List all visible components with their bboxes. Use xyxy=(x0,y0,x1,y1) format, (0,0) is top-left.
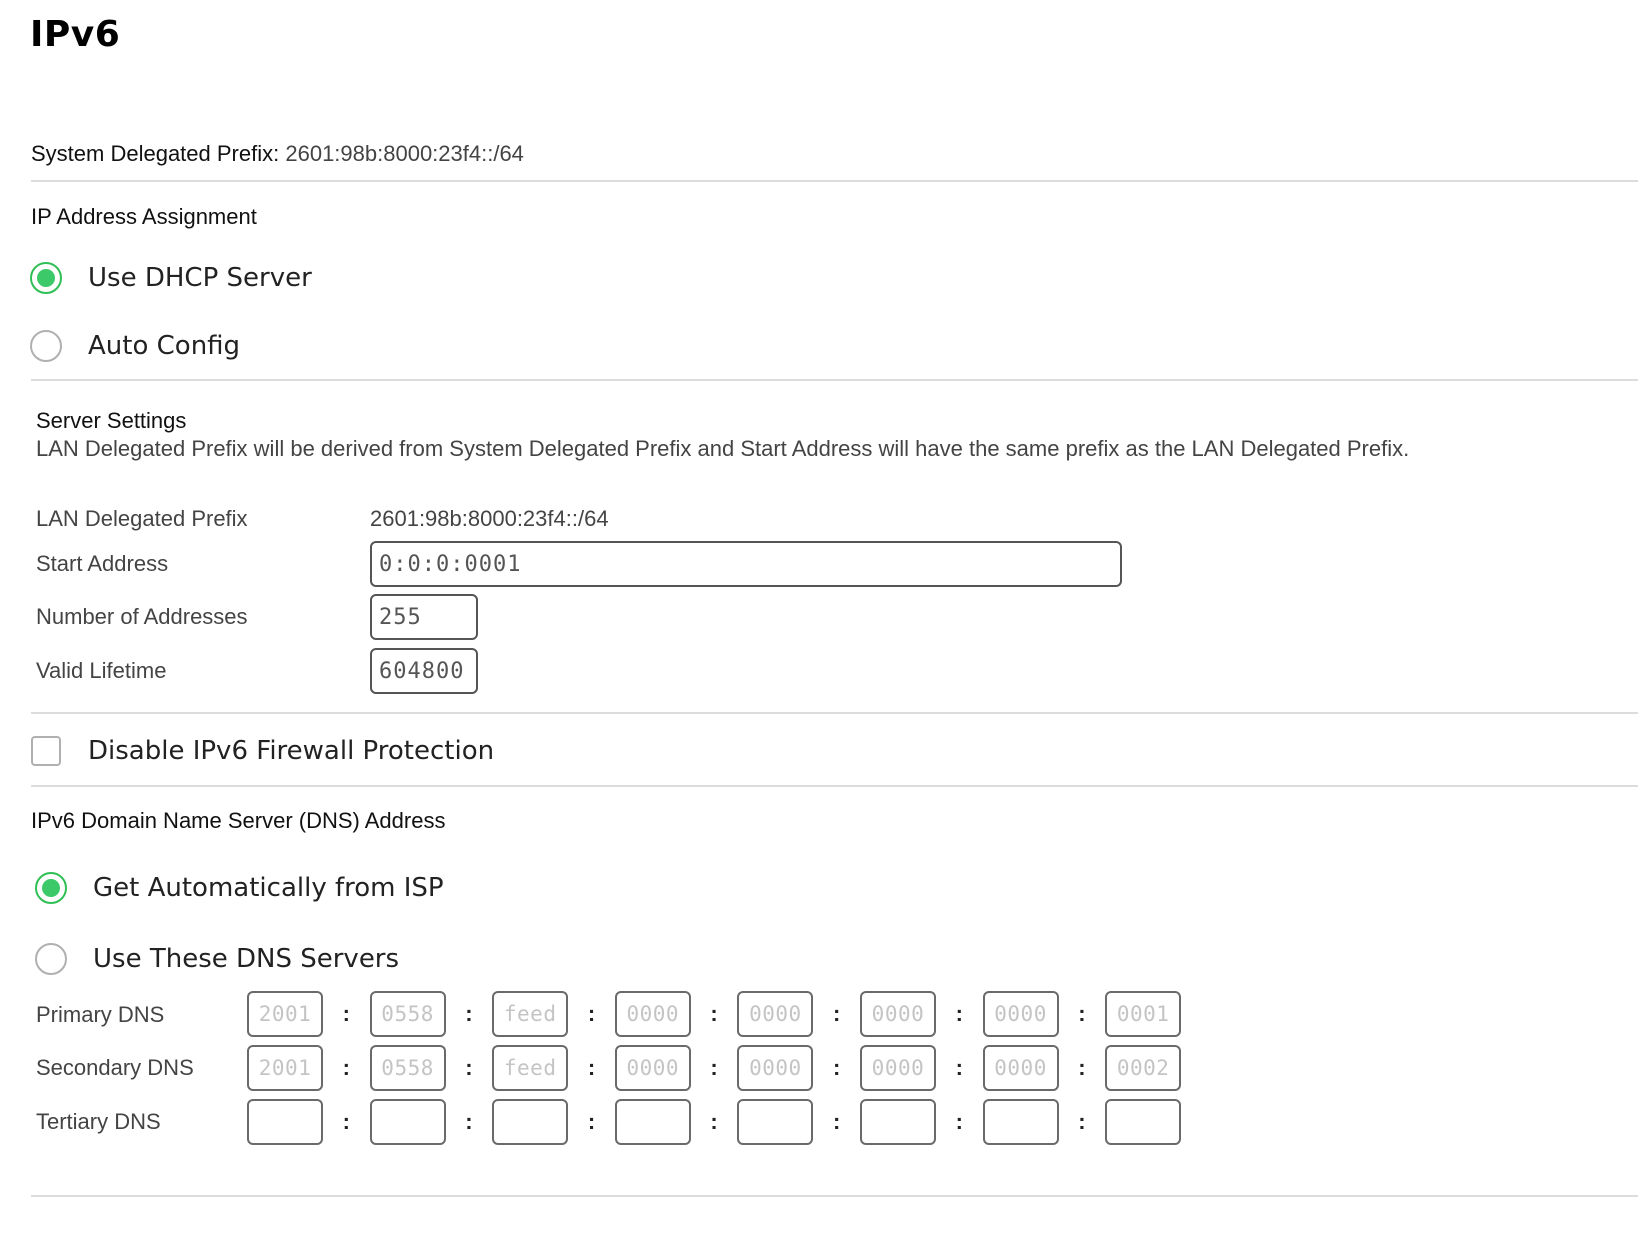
disable-firewall-checkbox-row[interactable] xyxy=(31,736,494,766)
dns-separator: : xyxy=(587,1001,596,1026)
dns-title: IPv6 Domain Name Server (DNS) Address xyxy=(31,808,446,833)
ip-assignment-title: IP Address Assignment xyxy=(31,204,257,229)
primary-dns-seg-7[interactable]: 0000 xyxy=(983,991,1059,1037)
secondary-dns-seg-8[interactable]: 0002 xyxy=(1105,1045,1181,1091)
primary-dns-seg-4[interactable]: 0000 xyxy=(615,991,691,1037)
tertiary-dns-seg-6[interactable] xyxy=(860,1099,936,1145)
tertiary-dns-seg-2[interactable] xyxy=(370,1099,446,1145)
dns-separator: : xyxy=(342,1001,350,1026)
lan-delegated-prefix-label: LAN Delegated Prefix xyxy=(36,506,248,531)
dns-separator: : xyxy=(955,1001,963,1026)
dns-separator: : xyxy=(1078,1055,1086,1080)
server-settings-title: Server Settings xyxy=(36,408,187,433)
lan-delegated-prefix-value: 2601:98b:8000:23f4::/64 xyxy=(370,506,609,531)
secondary-dns-seg-6[interactable]: 0000 xyxy=(860,1045,936,1091)
radio-auto-isp-indicator[interactable] xyxy=(35,872,67,904)
radio-auto-isp-label: Get Automatically from ISP xyxy=(93,873,444,903)
radio-dhcp-label: Use DHCP Server xyxy=(88,263,312,293)
dns-separator: : xyxy=(955,1055,963,1080)
dns-separator: : xyxy=(1078,1109,1086,1134)
divider xyxy=(31,712,1638,714)
radio-auto-config-label: Auto Config xyxy=(88,331,241,361)
valid-lifetime-label: Valid Lifetime xyxy=(36,658,167,683)
tertiary-dns-seg-3[interactable] xyxy=(492,1099,568,1145)
divider xyxy=(31,1195,1638,1197)
valid-lifetime-input[interactable]: 604800 xyxy=(370,648,478,694)
dns-separator: : xyxy=(955,1109,963,1134)
dns-separator: : xyxy=(710,1001,718,1026)
radio-use-these-dns-indicator[interactable] xyxy=(35,943,67,975)
divider xyxy=(31,180,1638,182)
number-of-addresses-label: Number of Addresses xyxy=(36,604,248,629)
primary-dns-fields xyxy=(247,991,1181,1037)
dns-separator: : xyxy=(342,1109,350,1134)
radio-use-these-dns-label: Use These DNS Servers xyxy=(93,944,400,974)
radio-auto-config[interactable] xyxy=(30,330,240,362)
system-delegated-prefix xyxy=(31,141,524,167)
dns-separator: : xyxy=(1078,1001,1086,1026)
start-address-label: Start Address xyxy=(36,551,169,576)
primary-dns-seg-5[interactable]: 0000 xyxy=(737,991,813,1037)
tertiary-dns-seg-5[interactable] xyxy=(737,1099,813,1145)
number-of-addresses-input[interactable]: 255 xyxy=(370,594,478,640)
dns-separator: : xyxy=(833,1055,841,1080)
secondary-dns-label: Secondary DNS xyxy=(36,1055,194,1080)
dns-separator: : xyxy=(710,1109,718,1134)
secondary-dns-seg-1[interactable]: 2001 xyxy=(247,1045,323,1091)
primary-dns-seg-8[interactable]: 0001 xyxy=(1105,991,1181,1037)
dns-separator: : xyxy=(587,1055,596,1080)
disable-firewall-checkbox[interactable] xyxy=(31,736,61,766)
disable-firewall-label: Disable IPv6 Firewall Protection xyxy=(88,736,495,766)
primary-dns-seg-2[interactable]: 0558 xyxy=(370,991,446,1037)
divider xyxy=(31,379,1638,381)
page-title: IPv6 xyxy=(30,14,121,55)
tertiary-dns-seg-1[interactable] xyxy=(247,1099,323,1145)
tertiary-dns-seg-8[interactable] xyxy=(1105,1099,1181,1145)
secondary-dns-seg-4[interactable]: 0000 xyxy=(615,1045,691,1091)
start-address-input[interactable]: 0:0:0:0001 xyxy=(370,541,1122,587)
primary-dns-seg-3[interactable]: feed xyxy=(492,991,568,1037)
dns-separator: : xyxy=(833,1001,841,1026)
secondary-dns-seg-5[interactable]: 0000 xyxy=(737,1045,813,1091)
radio-use-dhcp-server[interactable] xyxy=(30,262,312,294)
dns-separator: : xyxy=(465,1001,473,1026)
dns-separator: : xyxy=(710,1055,718,1080)
tertiary-dns-fields xyxy=(247,1099,1181,1145)
primary-dns-seg-1[interactable]: 2001 xyxy=(247,991,323,1037)
secondary-dns-seg-3[interactable]: feed xyxy=(492,1045,568,1091)
dns-separator: : xyxy=(833,1109,841,1134)
tertiary-dns-seg-7[interactable] xyxy=(983,1099,1059,1145)
system-prefix-label: System Delegated Prefix: xyxy=(31,141,280,166)
dns-separator: : xyxy=(587,1109,596,1134)
radio-get-auto-isp[interactable] xyxy=(35,872,444,904)
dns-separator: : xyxy=(342,1055,350,1080)
tertiary-dns-seg-4[interactable] xyxy=(615,1099,691,1145)
divider xyxy=(31,785,1638,787)
server-settings-description: LAN Delegated Prefix will be derived from System Delegated Prefix and Start Address will have the same prefix as the LAN Delegated Prefix. xyxy=(36,436,1410,461)
primary-dns-label: Primary DNS xyxy=(36,1002,165,1027)
radio-dhcp-indicator[interactable] xyxy=(30,262,62,294)
radio-use-these-dns[interactable] xyxy=(35,943,399,975)
dns-separator: : xyxy=(465,1055,473,1080)
radio-auto-config-indicator[interactable] xyxy=(30,330,62,362)
secondary-dns-seg-7[interactable]: 0000 xyxy=(983,1045,1059,1091)
secondary-dns-seg-2[interactable]: 0558 xyxy=(370,1045,446,1091)
secondary-dns-fields xyxy=(247,1045,1181,1091)
tertiary-dns-label: Tertiary DNS xyxy=(36,1109,161,1134)
primary-dns-seg-6[interactable]: 0000 xyxy=(860,991,936,1037)
system-prefix-value: 2601:98b:8000:23f4::/64 xyxy=(285,141,524,166)
dns-separator: : xyxy=(465,1109,473,1134)
